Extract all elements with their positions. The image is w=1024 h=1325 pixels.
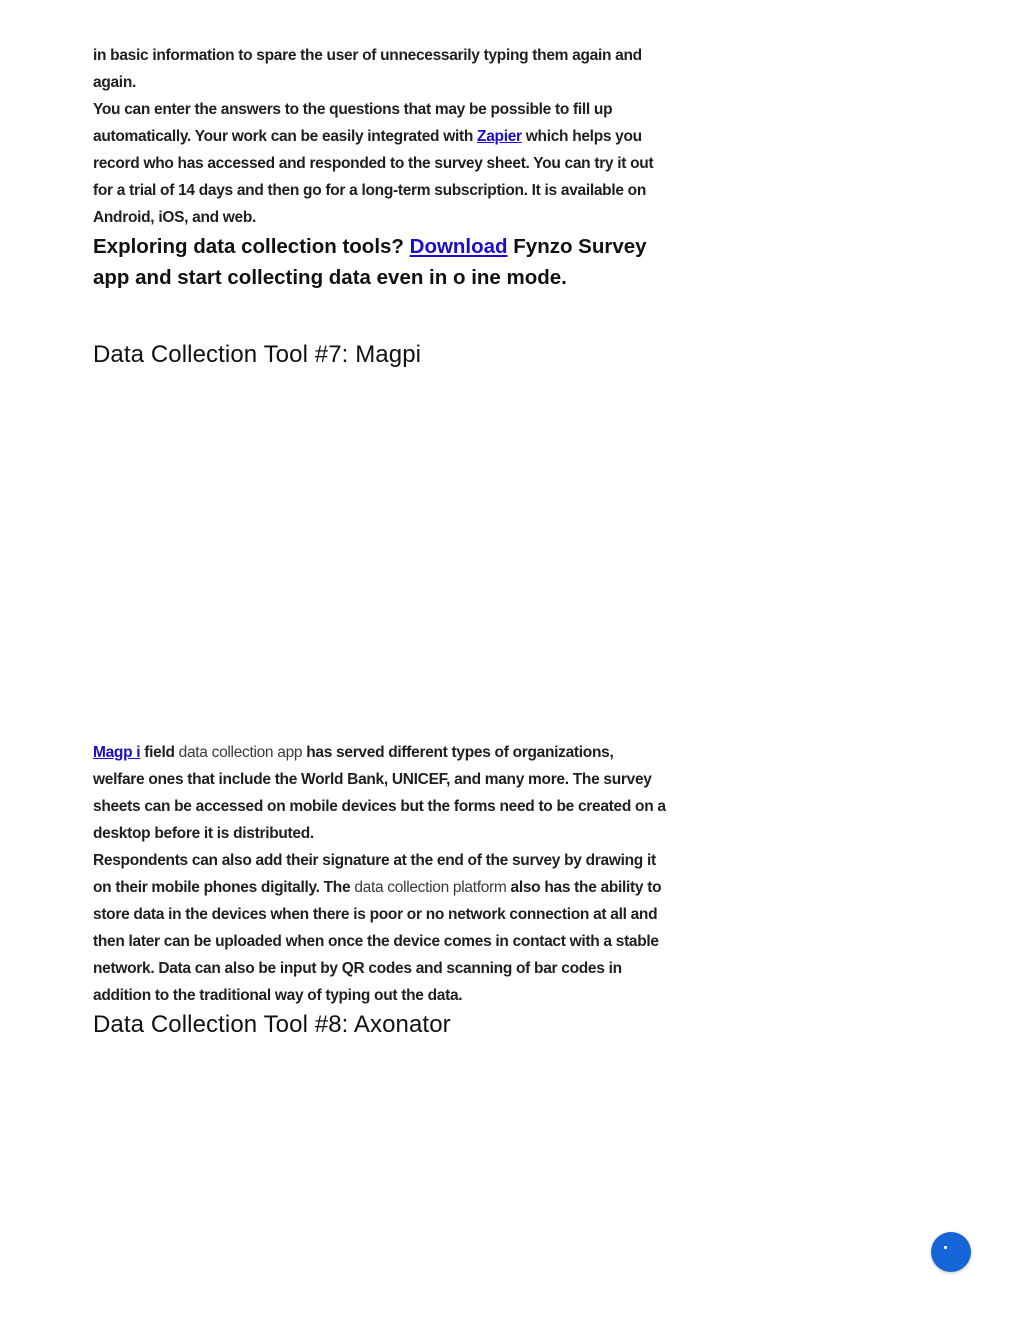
paragraph-magpi-intro-rest: has served different types of organizations, welfare ones that include the World Bank, UNICEF, and many more. The survey sheets can be accessed on mobile devices but the forms need to be created on a desktop before it is distributed. [93, 744, 666, 842]
paragraph-zapier-text-end: which helps you record who has accessed and responded to the survey sheet. You can try it out for a trial of 14 days and then go for a long-term subscription. It is available on Android, iOS, and web. [93, 128, 654, 226]
dot-icon [944, 1246, 947, 1249]
zapier-link[interactable]: Zapier [477, 128, 522, 145]
paragraph-magpi-features-start: Respondents can also add their signature at the end of the survey by drawing it on their mobile phones digitally. The [93, 852, 656, 896]
paragraph-autofill [93, 42, 668, 96]
download-cta [93, 231, 668, 293]
download-cta-text-start: Exploring data collection tools? [93, 235, 410, 258]
paragraph-zapier [93, 96, 668, 231]
paragraph-magpi-platform-phrase: data collection platform [350, 879, 507, 896]
paragraph-magpi-features [93, 847, 668, 1009]
paragraph-magpi-field-word: field [140, 744, 175, 761]
article-content [93, 42, 668, 1041]
paragraph-magpi-intro [93, 739, 668, 847]
paragraph-zapier-text-start: You can enter the answers to the questions that may be possible to fill up automatically. Your work can be easily integrated with [93, 101, 613, 145]
floating-action-button[interactable] [931, 1232, 971, 1272]
paragraph-autofill-text: in basic information to spare the user of unnecessarily typing them again and again. [93, 47, 642, 91]
download-cta-text-end: Fynzo Survey app and start collecting data even in o ine mode. [93, 235, 647, 289]
magpi-link[interactable]: Magp i [93, 744, 141, 761]
paragraph-magpi-features-rest: also has the ability to store data in the devices when there is poor or no network connection at all and then later can be uploaded when once the device comes in contact with a stable network. Data can also be input by QR codes and scanning of bar codes in addition to the traditional way of typing out the data. [93, 879, 662, 1004]
download-link[interactable]: Download [409, 235, 508, 258]
magpi-image-placeholder [93, 371, 668, 739]
heading-axonator: Data Collection Tool #8: Axonator [93, 1011, 451, 1038]
paragraph-magpi-light-phrase: data collection app [174, 744, 303, 761]
heading-magpi: Data Collection Tool #7: Magpi [93, 341, 422, 368]
